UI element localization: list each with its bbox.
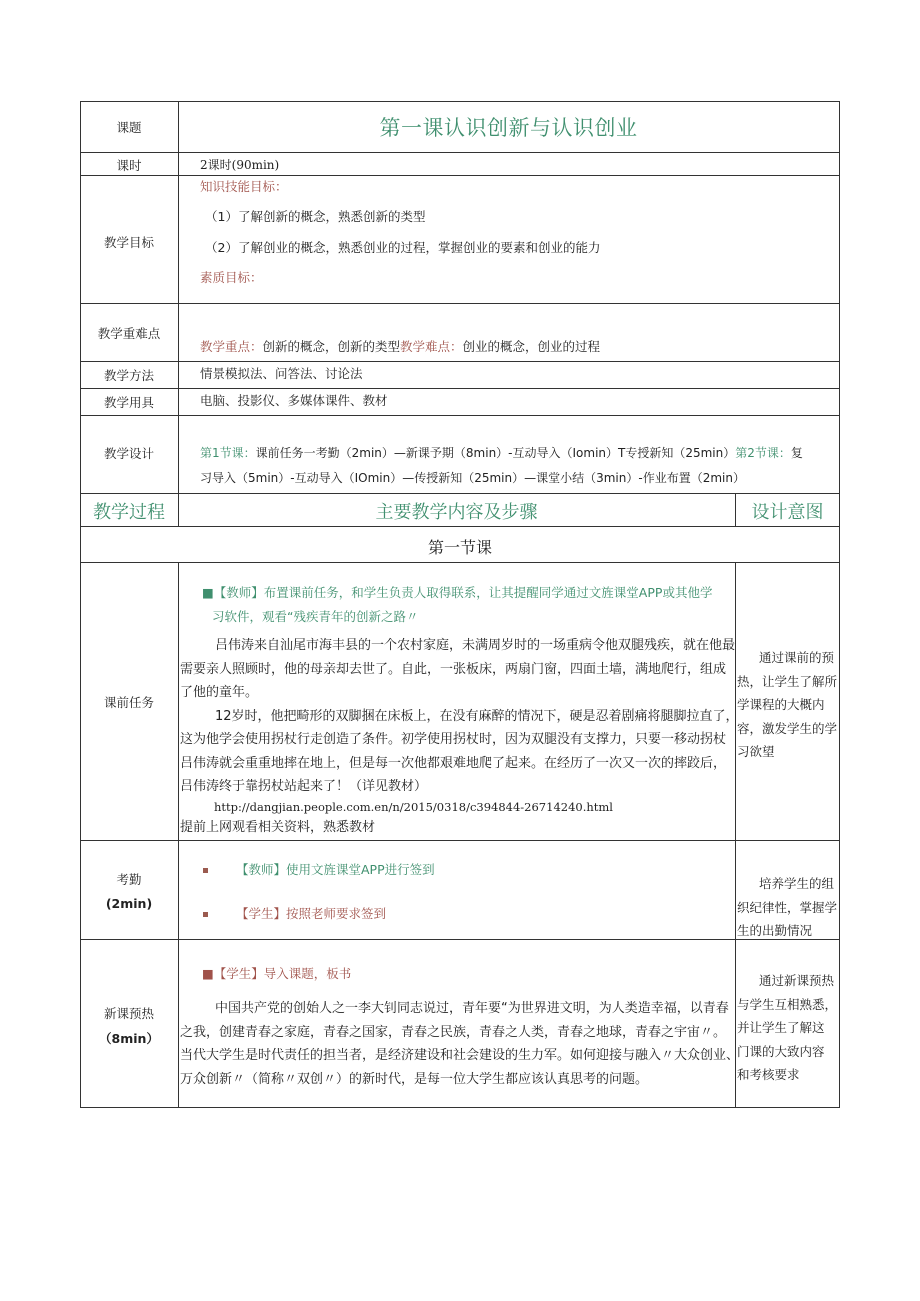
story-p2-line-2: 这为他学会使用拐杖行走创造了条件。初学使用拐杖时，因为双腿没有支撑力，只要一移动拐杖 [180,732,727,747]
story-p2-line-1: 12岁时，他把畸形的双脚捆在床板上，在没有麻醉的情况下，硬是忍着剧痛将腿脚拉直了， [215,708,739,724]
story-p1-line-1: 吕伟涛来自汕尾市海丰县的一个农村家庭，未满周岁时的一场重病令他双腿残疾，就在他最 [215,638,736,653]
preview-line-2: 之我，创建青春之家庭，青春之国家，青春之民族，青春之人类，青春之地球，青春之宇宙〃。 [180,1024,727,1040]
topic-label: 课题 [116,120,142,135]
preview-label: 新课预热 [103,1006,154,1021]
preview-intent [737,969,840,1087]
pretask-teacher-line-2: 习软件，观看“残疾青年的创新之路〃 [212,609,419,624]
story-p2-line-3: 吕伟涛就会重重地摔在地上，但是每一次他都艰难地爬了起来。在经历了一次又一次的摔跤后， [180,755,727,771]
attendance-duration: (2min) [105,896,153,911]
story-p1-line-3: 了他的童年。 [180,685,259,700]
preview-duration: （8min） [99,1031,159,1046]
attendance-student-line [203,906,386,922]
attendance-teacher-line [203,862,435,878]
pretask-intent [737,646,840,764]
attendance-intent-3: 生的出勤情况 [737,923,813,938]
design-line-1 [200,445,803,461]
bullet-square-icon [203,912,208,917]
methods-value: 情景模拟法、问答法、讨论法 [200,366,363,381]
design-session2-label: 第2节课： [735,446,791,460]
bullet-square-icon [203,868,208,873]
preview-student-line: ■【学生】导入课题，板书 [202,966,352,981]
objectives-skill-heading: 知识技能目标： [200,179,288,194]
preview-line-3: 当代大学生是时代责任的担当者，是经济建设和社会建设的生力军。如何迎接与融入〃大众创业、 [180,1048,740,1063]
design-label: 教学设计 [103,446,154,461]
preview-intent-3: 并让学生了解这 [737,1020,825,1035]
attendance-intent-2: 织纪律性，掌握学 [737,899,838,915]
difficulty-label: 教学难点： [400,339,463,354]
design-session2-start: 复 [790,446,803,460]
attendance-intent-1: 培养学生的组 [759,876,835,891]
preview-intent-4: 门课的大致内容 [737,1043,825,1059]
preview-line-1: 中国共产党的创始人之一李大钊同志说过，青年要“为世界进文明，为人类造幸福，以青春 [215,1001,729,1016]
preview-line-4: 万众创新〃（简称〃双创〃）的新时代，是每一位大学生都应该认真思考的问题。 [180,1071,649,1087]
preview-intent-5: 和考核要求 [737,1067,800,1082]
tools-value: 电脑、投影仪、多媒体课件、教材 [200,393,388,408]
attendance-label: 考勤 [116,872,142,887]
pretask-url[interactable]: http://dangjian.people.com.en/n/2015/0318/c394844-26714240.html [214,800,613,814]
methods-label: 教学方法 [103,368,154,383]
story-p2-line-4: 吕伟涛终于靠拐杖站起来了！（详见教材） [180,779,428,794]
objectives-label: 教学目标 [103,235,154,250]
key-point-label: 教学重点： [200,339,263,354]
pretask-teacher-text: ■【教师】布置课前任务，和学生负责人取得联系，让其提醒同学通过文旌课堂APP或其他学 [202,585,713,600]
pretask-teacher-line-1 [202,585,712,601]
pretask-intent-3: 学课程的大概内 [737,697,825,712]
keypoints-line [200,339,600,355]
story-p1-line-2: 需要亲人照顾时，他的母亲却去世了。自此，一张板床，两扇门窗，四面土墙，满地爬行，组成 [180,661,727,677]
header-process: 教学过程 [93,502,165,523]
header-content: 主要教学内容及步骤 [375,502,538,523]
design-session1-label: 第1节课： [200,446,256,460]
attendance-teacher-text: 【教师】使用文旌课堂APP进行签到 [236,862,435,877]
pretask-last-line: 提前上网观看相关资料，熟悉教材 [180,820,376,835]
difficulty-value: 创业的概念，创业的过程 [462,339,601,354]
pretask-intent-5: 习欲望 [737,744,775,759]
pretask-label: 课前任务 [103,695,154,710]
pretask-intent-2: 热，让学生了解所 [737,673,838,689]
objectives-item-1: （1）了解创新的概念，熟悉创新的类型 [205,209,426,224]
design-session1-text: 课前任务一考勤（2min）—新课予期（8min）-互动导入（Iomin）T专授新知（25min） [255,446,736,460]
attendance-student-text: 【学生】按照老师要求签到 [236,906,387,921]
design-line-2: 习导入（5min）-互动导入（IOmin）—传授新知（25min）—课堂小结（3min）-作业布置（2min） [200,471,745,485]
attendance-intent [737,872,840,943]
pretask-intent-4: 容，激发学生的学 [737,720,838,736]
hours-label: 课时 [116,158,142,173]
preview-intent-1: 通过新课预热 [759,973,835,988]
pretask-story [180,634,739,799]
keypoints-label: 教学重难点 [97,326,161,341]
hours-value: 2课时(90min) [200,158,280,172]
tools-label: 教学用具 [103,395,154,410]
pretask-intent-1: 通过课前的预 [759,650,835,665]
preview-paragraph [180,997,740,1091]
objectives-quality-heading: 素质目标： [200,270,263,285]
topic-title: 第一课认识创新与认识创业 [379,116,638,140]
header-intent: 设计意图 [751,502,824,523]
key-point-value: 创新的概念，创新的类型 [262,339,401,354]
objectives-item-2: （2）了解创业的概念，熟悉创业的过程，掌握创业的要素和创业的能力 [205,240,601,255]
preview-intent-2: 与学生互相熟悉， [737,996,838,1012]
section-title: 第一节课 [427,538,492,557]
